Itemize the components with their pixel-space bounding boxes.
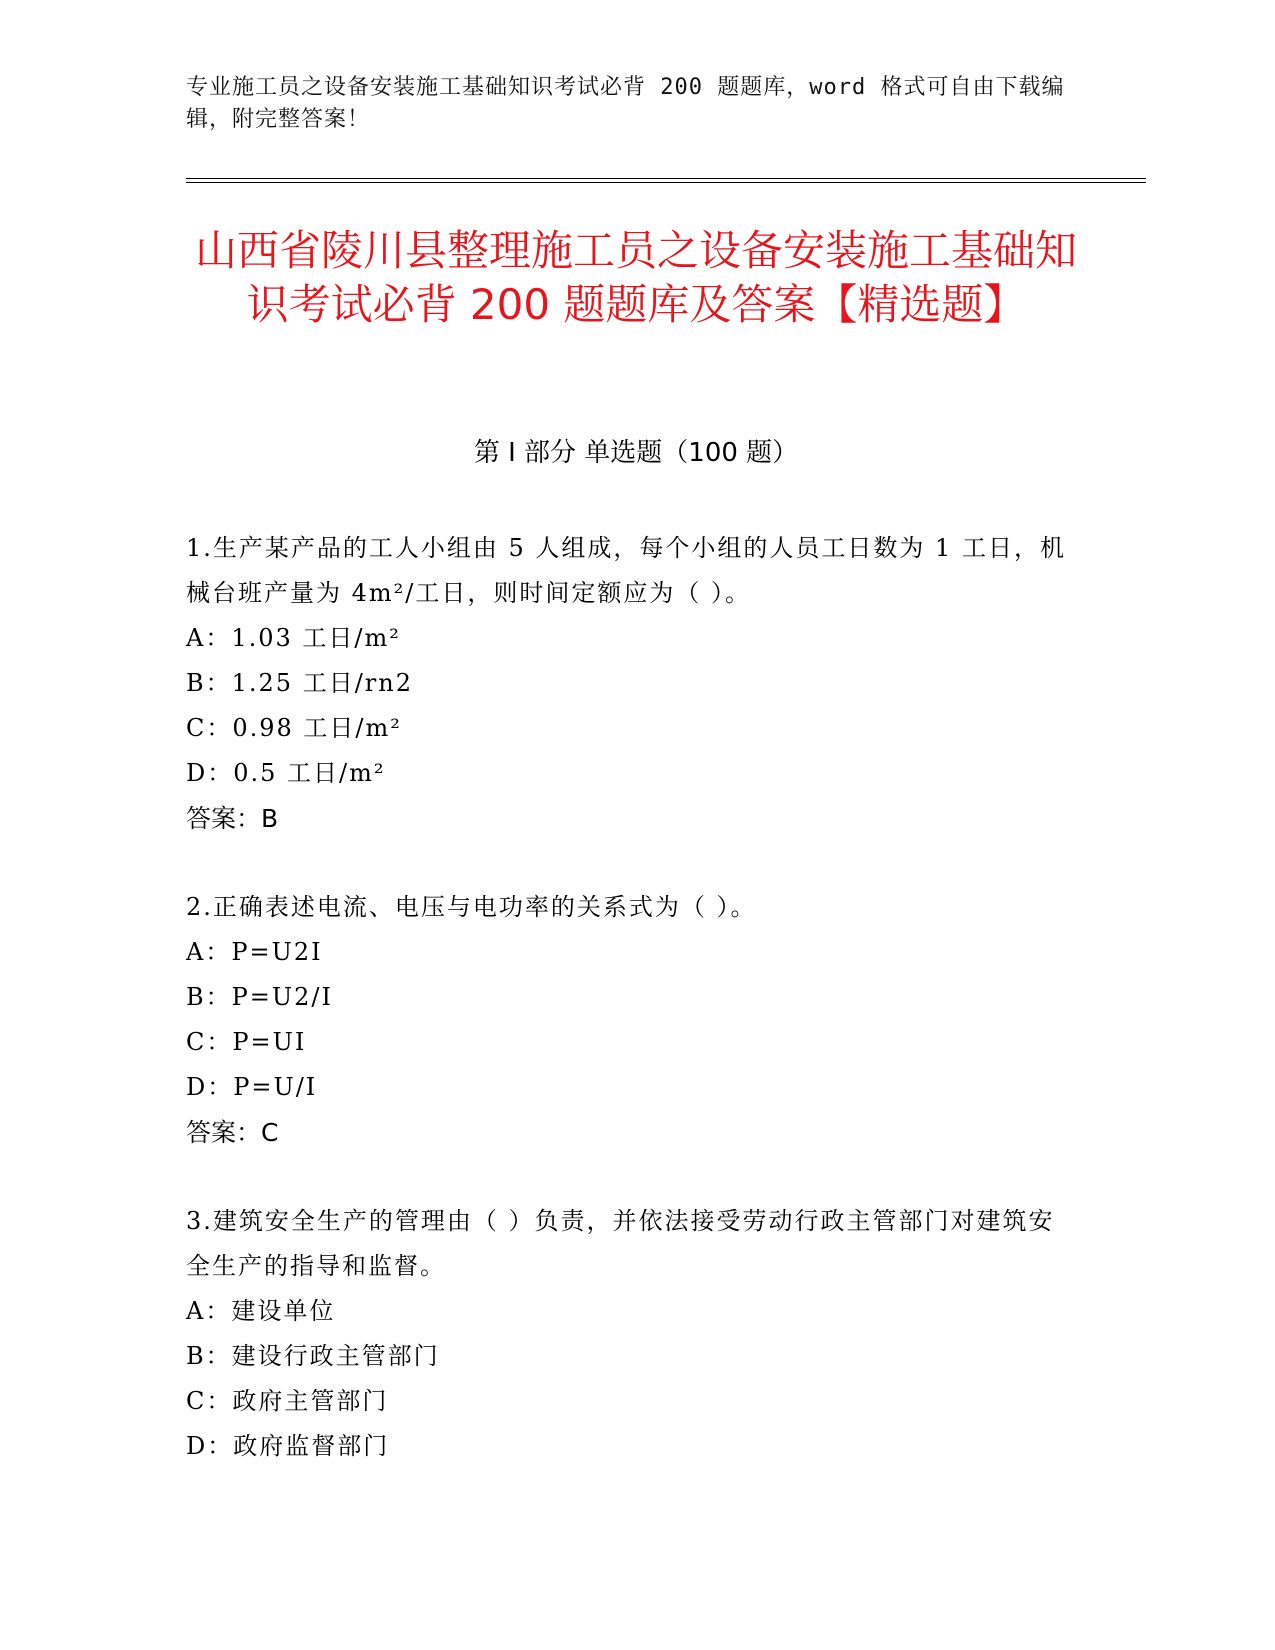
question-3 — [186, 1199, 1066, 1469]
header-note: 专业施工员之设备安装施工基础知识考试必背 200 题题库，word 格式可自由下载编辑，附完整答案！ — [186, 75, 1065, 132]
option-d: D：P=U/I — [186, 1073, 318, 1101]
option-a: A：P=U2I — [186, 938, 323, 966]
question-stem: 1.生产某产品的工人小组由 5 人组成，每个小组的人员工日数为 1 工日，机械台班产量为 4m²/工日，则时间定额应为（ ）。 — [186, 534, 1066, 607]
option-c: C：政府主管部门 — [186, 1387, 389, 1415]
option-b: B：建设行政主管部门 — [186, 1342, 440, 1370]
header-rule-top — [186, 178, 1146, 179]
question-stem: 2.正确表述电流、电压与电功率的关系式为（ ）。 — [186, 893, 757, 921]
option-c: C：0.98 工日/m² — [186, 714, 402, 742]
question-stem: 3.建筑安全生产的管理由（ ）负责，并依法接受劳动行政主管部门对建筑安全生产的指导和监督。 — [186, 1207, 1055, 1280]
answer: 答案：C — [186, 1118, 279, 1147]
answer: 答案：B — [186, 804, 279, 833]
option-a: A：建设单位 — [186, 1297, 336, 1325]
document-title: 山西省陵川县整理施工员之设备安装施工基础知识考试必背 200 题题库及答案【精选题】 — [194, 226, 1077, 329]
question-list — [186, 526, 1066, 1513]
question-1 — [186, 526, 1066, 841]
header-rule-bottom — [186, 182, 1146, 183]
option-c: C：P=UI — [186, 1028, 307, 1056]
option-d: D：政府监督部门 — [186, 1432, 390, 1460]
option-a: A：1.03 工日/m² — [186, 624, 401, 652]
option-b: B：1.25 工日/rn2 — [186, 669, 413, 697]
section-heading: 第 I 部分 单选题（100 题） — [473, 438, 799, 468]
option-b: B：P=U2/I — [186, 983, 333, 1011]
option-d: D：0.5 工日/m² — [186, 759, 386, 787]
question-2 — [186, 885, 1066, 1155]
